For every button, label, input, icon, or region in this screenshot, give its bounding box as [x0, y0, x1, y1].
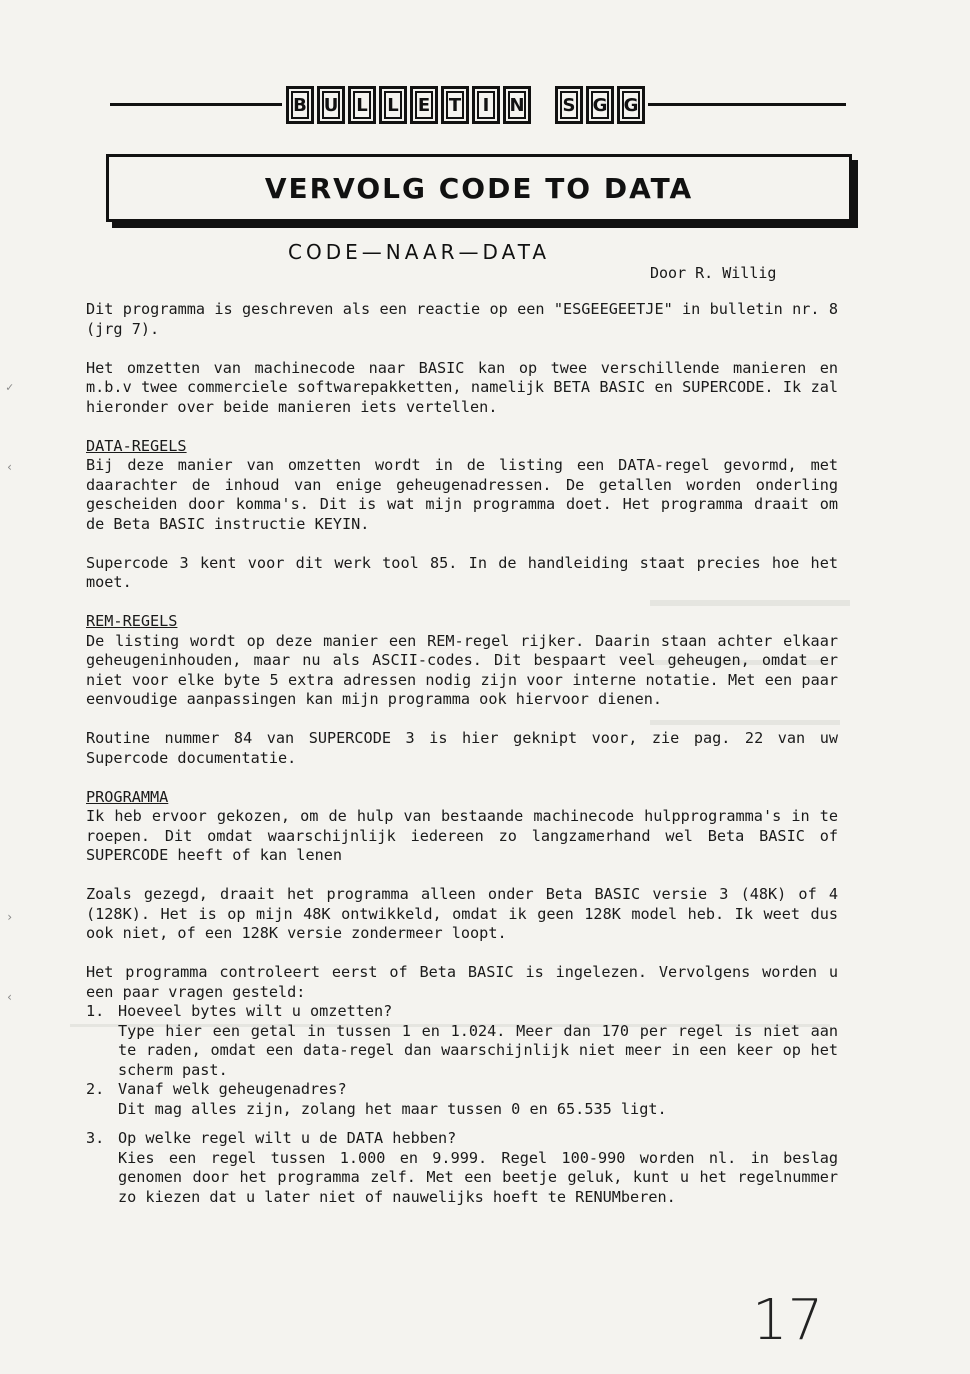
masthead-letter: I [472, 86, 500, 124]
section-programma [86, 788, 838, 866]
masthead-letter: S [555, 86, 583, 124]
section-heading: PROGRAMMA [86, 787, 169, 806]
margin-mark: ‹ [6, 460, 14, 474]
list-item [86, 1002, 838, 1080]
list-item [86, 1080, 838, 1119]
section-rem-regels [86, 612, 838, 710]
masthead-letter: E [410, 86, 438, 124]
masthead-logo [286, 86, 645, 124]
masthead-letter: L [379, 86, 407, 124]
masthead-letter: U [317, 86, 345, 124]
margin-mark: ‹ [6, 990, 14, 1004]
article-body [86, 300, 838, 1207]
masthead-letter: B [286, 86, 314, 124]
margin-mark: › [6, 910, 14, 924]
section-heading: REM-REGELS [86, 612, 178, 630]
paragraph: Het omzetten van machinecode naar BASIC kan op twee verschillende manieren en m.b.v twee commerciele softwarepakketten, namelijk BETA BASIC en SUPERCODE. Ik zal hieronder over beide manieren iets vertellen. [86, 358, 838, 416]
masthead-letter: N [503, 86, 531, 124]
answer-text: Kies een regel tussen 1.000 en 9.999. Regel 100-990 worden nl. in beslag genomen door het programma zelf. Met een beetje geluk, kunt u het regelnummer zo kiezen dat u later niet of nauwelijks hoeft te RENUMberen. [118, 1148, 838, 1206]
paragraph: Bij deze manier van omzetten wordt in de listing een DATA-regel gevormd, met daarachter de inhoud van enige geheugenadressen. De getallen worden onderling gescheiden door komma's. Dit is wat mijn programma doet. Het programma draait om de Beta BASIC instructie KEYIN. [86, 456, 838, 533]
question-text: Hoeveel bytes wilt u omzetten? [118, 1002, 393, 1020]
intro-paragraph: Dit programma is geschreven als een reactie op een "ESGEEGEETJE" in bulletin nr. 8 (jrg 7). [86, 300, 838, 338]
masthead-letter: G [617, 86, 645, 124]
paragraph: Routine nummer 84 van SUPERCODE 3 is hier geknipt voor, zie pag. 22 van uw Supercode documentatie. [86, 729, 838, 767]
list-number: 1. [86, 1002, 105, 1020]
list-item [86, 1129, 838, 1207]
list-number: 3. [86, 1129, 105, 1147]
article-title: VERVOLG CODE TO DATA [264, 171, 694, 205]
section-data-regels [86, 437, 838, 535]
article-title-box [106, 154, 852, 222]
paragraph: Zoals gezegd, draait het programma alleen onder Beta BASIC versie 3 (48K) of 4 (128K). Het is op mijn 48K ontwikkeld, omdat ik geen 128K model heb. Ik weet dus ook niet, of een 128K versie zondermeer loopt. [86, 885, 838, 942]
masthead-letter: T [441, 86, 469, 124]
paragraph: Ik heb ervoor gekozen, om de hulp van bestaande machinecode hulpprogramma's in te roepen. Dit omdat waarschijnlijk iedereen zo langzamerhand wel Beta BASIC of SUPERCODE heeft of kan lenen [86, 807, 838, 864]
masthead-letter: L [348, 86, 376, 124]
answer-text: Dit mag alles zijn, zolang het maar tussen 0 en 65.535 ligt. [118, 1099, 667, 1118]
masthead-letter: G [586, 86, 614, 124]
answer-text: Type hier een getal in tussen 1 en 1.024. Meer dan 170 per regel is niet aan te raden, omdat een data-regel dan waarschijnlijk niet meer in een keer op het scherm past. [118, 1021, 838, 1079]
paragraph: De listing wordt op deze manier een REM-regel rijker. Daarin staan achter elkaar geheugeninhouden, maar nu als ASCII-codes. Dit bespaart veel geheugen, omdat er niet voor elke byte 5 extra adressen nodig zijn voor interne notatie. Met een paar eenvoudige aanpassingen kan mijn programma ook hiervoor dienen. [86, 631, 838, 708]
question-list [86, 1002, 838, 1207]
question-text: Op welke regel wilt u de DATA hebben? [118, 1129, 457, 1147]
margin-mark: ✓ [6, 380, 14, 394]
paragraph: Het programma controleert eerst of Beta BASIC is ingelezen. Vervolgens worden u een paar vragen gesteld: [86, 963, 838, 1001]
masthead-rule-left [110, 103, 282, 106]
masthead-rule-right [648, 103, 846, 106]
paragraph: Supercode 3 kent voor dit werk tool 85. In de handleiding staat precies hoe het moet. [86, 553, 838, 591]
question-text: Vanaf welk geheugenadres? [118, 1080, 347, 1098]
section-heading: DATA-REGELS [86, 436, 187, 455]
author-line: Door R. Willig [650, 264, 777, 282]
list-number: 2. [86, 1080, 105, 1098]
article-subtitle: CODE—NAAR—DATA [288, 240, 551, 264]
page-number: 17 [752, 1288, 824, 1353]
